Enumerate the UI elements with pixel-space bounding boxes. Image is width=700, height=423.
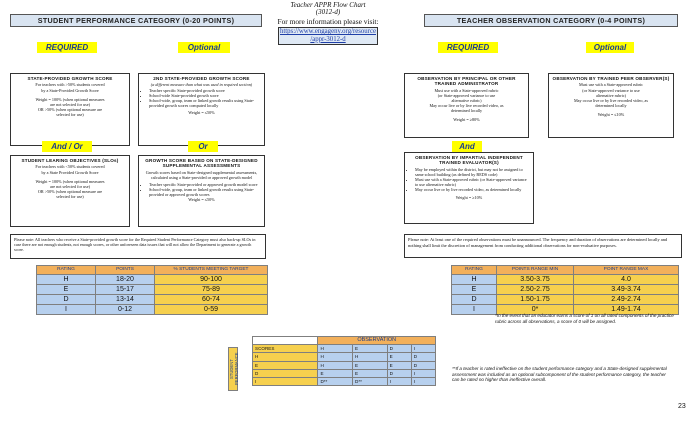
box-title: STUDENT LEARING OBJECTIVES (SLOs) <box>21 158 119 163</box>
box-line: determined locally <box>450 108 483 114</box>
table-cell: D <box>452 295 497 305</box>
observation-matrix <box>252 336 436 386</box>
and-or-tag: And / Or <box>42 141 92 152</box>
resource-link[interactable] <box>278 27 378 45</box>
table-cell: I <box>37 305 96 315</box>
box-line: selected for use) <box>56 193 84 199</box>
table-cell: 0-12 <box>96 305 155 315</box>
box-line: May occur live or by live recorded video, as <box>573 97 649 103</box>
box-line: Must use with a State-approved rubric <box>578 82 644 88</box>
box-bullet: • School-wide, group, team or linked growth results using State-provided or approved growth scores <box>149 187 261 197</box>
box-title: OBSERVATION BY TRAINED PEER OBSERVER(S) <box>552 76 670 81</box>
table-cell: I <box>452 305 497 315</box>
table-cell: 1.50-1.75 <box>497 295 574 305</box>
table-cell: 2.49-2.74 <box>574 295 679 305</box>
matrix-col-header: D <box>387 345 411 353</box>
box-line: OR >50% (when optional measure are <box>37 188 103 194</box>
box-bullet: • Teacher specific State-provided growth score <box>149 88 261 93</box>
box-line: (or State-approved variance to use <box>582 87 640 93</box>
table-cell: 2.50-2.75 <box>497 285 574 295</box>
matrix-row-label: D <box>253 369 318 377</box>
or-tag: Or <box>188 141 218 152</box>
table-cell: 1.49-1.74 <box>574 305 679 315</box>
student-performance-category-header: STUDENT PERFORMANCE CATEGORY (0-20 POINTS) <box>10 14 262 27</box>
table-cell: 15-17 <box>96 285 155 295</box>
table-header: RATING <box>452 266 497 275</box>
page-number: 23 <box>678 403 686 410</box>
second-state-growth-box <box>138 73 265 146</box>
box-weight: Weight = ≥10% <box>455 195 483 201</box>
box-line: by a State Provided Growth Score <box>41 169 99 175</box>
right-note: Please note: At least one of the required observations must be unannounced. The frequency and duration of observations are determined locally and nothing shall limit the discretion of management from conducting additional observations for non-evaluative purposes. <box>404 234 682 258</box>
matrix-cell: E <box>387 353 411 361</box>
table-cell: 13-14 <box>96 295 155 305</box>
matrix-cell: I <box>387 378 411 386</box>
box-weight: Weight = ≤50% <box>188 109 215 115</box>
table-header: POINTS <box>96 266 155 275</box>
impartial-evaluator-box <box>404 152 534 224</box>
table-cell: 3.49-3.74 <box>574 285 679 295</box>
box-title: 2ND STATE-PROVIDED GROWTH SCORE <box>153 76 250 81</box>
footnote-single-asterisk: *In the event that an educator earns a score of 1 on all rated components of the practice rubric across all observations, a score of 0 will be assigned. <box>495 313 674 324</box>
box-bullet: • School-wide State-provided growth score <box>149 93 261 98</box>
student-performance-side-label: STUDENT PERFORMANCE <box>228 347 238 391</box>
box-title: GROWTH SCORE BASED ON STATE-DESIGNED SUPPLEMENTAL ASSESSMENTS <box>145 158 258 169</box>
box-line: For teachers with <50% students covered <box>35 164 105 170</box>
box-line: by a State-Provided Growth Score <box>41 87 99 93</box>
teacher-observation-category-header: TEACHER OBSERVATION CATEGORY (0-4 POINTS) <box>424 14 678 27</box>
table-cell: 3.50-3.75 <box>497 275 574 285</box>
box-line: determined locally <box>595 102 627 108</box>
left-note: Please note: All teachers who receive a State-provided growth score for the Required Student Performance Category must also back-up SLOs in case there are not enough students, not enough scores, or other unforeseen data issues that will not allow the Department to generate a growth score. <box>10 234 266 259</box>
matrix-row-label: E <box>253 361 318 369</box>
matrix-scores-label: SCORES <box>253 345 318 353</box>
box-line: (or State-approved variance to use <box>437 92 496 98</box>
box-bullet: • Teacher specific State-provided or approved growth model score <box>149 182 261 187</box>
table-cell: 75-89 <box>155 285 268 295</box>
footnote-double-asterisk: **If a teacher is rated ineffective on the student performance category and a State-designed supplemental assessment was included as an optional subcomponent of the student performance category, the teacher can be rated no higher than ineffective overall. <box>452 366 667 383</box>
box-line: selected for use) <box>56 111 84 117</box>
table-header: RATING <box>37 266 96 275</box>
left-optional-tag: Optional <box>178 42 230 53</box>
matrix-title: OBSERVATION <box>318 337 436 345</box>
matrix-cell: I <box>411 369 435 377</box>
right-optional-tag: Optional <box>586 42 634 53</box>
box-weight: Weight = ≥80% <box>453 117 480 123</box>
box-line: are not selected for use) <box>50 101 90 107</box>
table-cell: 18-20 <box>96 275 155 285</box>
matrix-cell: D <box>411 353 435 361</box>
box-bullet: • May be employed within the district, but may not be assigned to same school building (as defined by BEDS code) <box>415 167 530 177</box>
matrix-cell: D** <box>353 378 388 386</box>
supplemental-assessment-box <box>138 155 265 227</box>
observation-rating-table <box>451 265 679 315</box>
matrix-cell: H <box>318 353 353 361</box>
box-subtitle: (a different measure than what was used in required section) <box>150 82 253 88</box>
box-bullet: • School-wide, group, team or linked growth results using State-provided growth scores computed locally <box>149 98 261 108</box>
matrix-col-header: I <box>411 345 435 353</box>
left-required-tag: REQUIRED <box>37 42 97 53</box>
box-line: are not selected for use) <box>50 183 90 189</box>
box-line: Must use with a State-approved rubric <box>434 87 499 93</box>
box-intro: Growth scores based on State-designed supplemental assessments, calculated using a State-provided or approved growth model <box>145 169 258 180</box>
right-required-tag: REQUIRED <box>438 42 498 53</box>
table-cell: H <box>452 275 497 285</box>
flowchart-subtitle: (3012-d) <box>315 8 341 16</box>
matrix-cell: H <box>318 361 353 369</box>
box-title: STATE-PROVIDED GROWTH SCORE <box>27 76 113 81</box>
box-line: May occur live or by live recorded video, as <box>429 103 504 109</box>
box-weight: Weight = ≤50% <box>188 197 215 203</box>
matrix-cell: D <box>387 369 411 377</box>
matrix-cell: E <box>387 361 411 369</box>
and-tag: And <box>452 141 482 152</box>
matrix-cell: I <box>411 378 435 386</box>
table-cell: D <box>37 295 96 305</box>
flowchart-title: Teacher APPR Flow Chart <box>290 1 366 9</box>
box-title: OBSERVATION BY IMPARTIAL INDEPENDENT TRAINED EVALUATOR(S) <box>415 155 523 166</box>
matrix-cell: D** <box>318 378 353 386</box>
table-cell: 90-100 <box>155 275 268 285</box>
visit-text: For more information please visit: <box>277 17 379 26</box>
matrix-col-header: H <box>318 345 353 353</box>
peer-observer-box <box>548 73 674 138</box>
table-cell: E <box>452 285 497 295</box>
table-header: % STUDENTS MEETING TARGET <box>155 266 268 275</box>
box-line: OR >50% (when optional measure are <box>37 106 103 112</box>
table-cell: E <box>37 285 96 295</box>
box-bullet: • Must use with a State-approved rubric (or State-approved variance to use alternative rubric) <box>415 177 530 187</box>
matrix-cell: H <box>353 353 388 361</box>
matrix-col-header: E <box>353 345 388 353</box>
box-line: alternative rubric) <box>595 92 627 98</box>
matrix-cell: E <box>353 361 388 369</box>
matrix-row-label: H <box>253 353 318 361</box>
box-line: alternative rubric) <box>451 98 482 103</box>
box-weight: Weight = ≤10% <box>597 111 625 117</box>
box-line: Weight = 100% (when optional measures <box>35 178 105 184</box>
box-line: For teachers with >50% students covered <box>35 82 105 88</box>
matrix-row-label: I <box>253 378 318 386</box>
matrix-cell: E <box>318 369 353 377</box>
table-header: POINTS RANGE MIN <box>497 266 574 275</box>
box-line: Weight = 100% (when optional measures <box>35 96 105 102</box>
box-bullet: • May occur live or by live recorded video, as determined locally <box>415 187 530 192</box>
principal-observation-box <box>404 73 529 138</box>
table-cell: H <box>37 275 96 285</box>
table-cell: 0* <box>497 305 574 315</box>
table-cell: 0-59 <box>155 305 268 315</box>
resource-link-line2[interactable]: /appr-3012-d <box>310 35 346 43</box>
slo-box <box>10 155 130 227</box>
student-performance-rating-table <box>36 265 268 315</box>
box-title: OBSERVATION BY PRINCIPAL OR OTHER TRAINED ADMINISTRATOR <box>417 76 516 87</box>
matrix-cell: E <box>353 369 388 377</box>
resource-link-line1[interactable]: https://www.engageny.org/resource <box>279 28 376 35</box>
matrix-cell: D <box>411 361 435 369</box>
table-cell: 60-74 <box>155 295 268 305</box>
table-header: POINT RANGE MAX <box>574 266 679 275</box>
state-growth-score-box <box>10 73 130 146</box>
table-cell: 4.0 <box>574 275 679 285</box>
